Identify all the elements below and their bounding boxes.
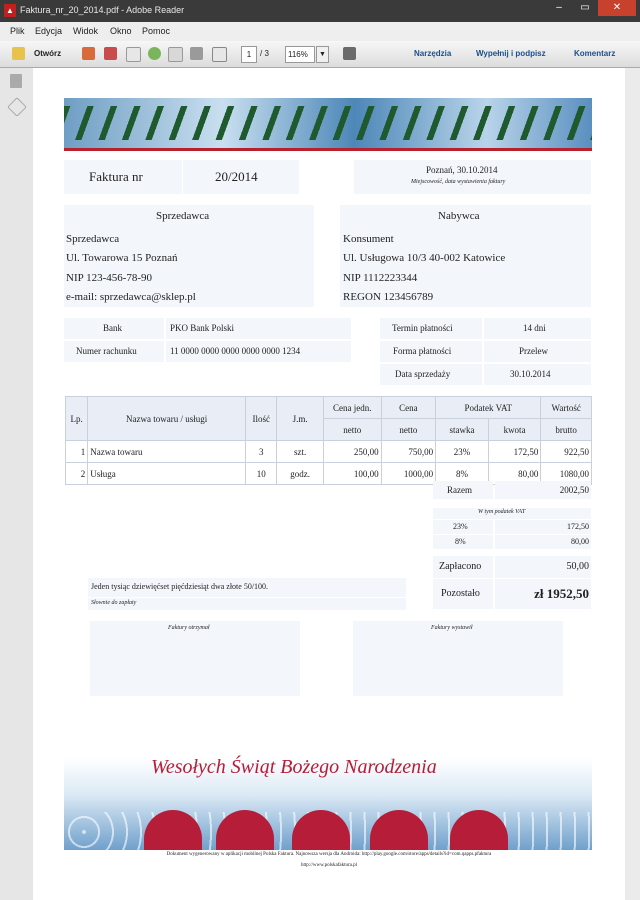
combine-icon[interactable] [104,47,117,60]
cell-rate: 23% [436,441,489,463]
vat-rate-23: 23% [453,522,468,531]
place-date-box [354,160,591,194]
pages-panel-icon[interactable] [10,74,22,88]
sale-value: 30.10.2014 [510,369,551,379]
vat-amount-23-box [495,520,591,534]
col-unit: J.m. [277,397,324,441]
col-gross-2: brutto [541,419,592,441]
footer-url: http://www.polskafaktura.pl [300,863,358,868]
issued-label-box [353,621,563,638]
remaining-value-box [495,579,591,609]
cell-name: Nazwa towaru [88,441,246,463]
cell-gross: 922,50 [541,441,592,463]
paid-value-box [495,556,591,578]
pine-banner-image [64,98,592,151]
col-qty: Ilość [246,397,277,441]
seller-nip: NIP 123-456-78-90 [66,272,153,284]
method-label: Forma płatności [393,346,452,356]
vat-rate-8-box [433,535,493,549]
menu-window[interactable]: Okno [110,26,132,36]
window-title-bar [0,0,640,22]
close-button[interactable]: ✕ [598,0,636,16]
col-price-2: netto [323,419,381,441]
col-name: Nazwa towaru / usługi [88,397,246,441]
cell-vat: 172,50 [488,441,541,463]
page-number-input[interactable]: 1 [241,46,257,63]
col-price-1: Cena jedn. [323,397,381,419]
edit-icon[interactable] [126,47,141,62]
menu-bar [0,22,640,41]
due-label-box [380,318,482,339]
due-value: 14 dni [523,323,546,333]
navigation-sidebar [0,68,34,900]
read-mode-icon[interactable] [343,47,356,60]
method-label-box [380,341,482,362]
vat-amount-8: 80,00 [571,537,589,546]
vat-rate-23-box [433,520,493,534]
buyer-address: Ul. Usługowa 10/3 40-002 Katowice [343,252,506,264]
bank-value: PKO Bank Polski [170,323,235,333]
remaining-value: zł 1952,50 [534,586,589,601]
buyer-nip: NIP 1112223344 [343,272,418,284]
due-label: Termin płatności [392,323,453,333]
col-net-2: netto [381,419,436,441]
issued-label: Faktury wystawił [431,625,473,631]
sale-label: Data sprzedaży [395,369,451,379]
col-gross-1: Wartość [541,397,592,419]
issued-signature-box [353,638,563,696]
menu-edit[interactable]: Edycja [35,26,63,36]
buyer-details [340,229,591,307]
invoice-number-label: Faktura nr [89,169,143,184]
remaining-label: Pozostało [441,588,480,599]
received-label-box [90,621,300,638]
menu-view[interactable]: Widok [73,26,99,36]
buyer-heading-box [340,205,591,229]
method-value: Przelew [519,346,548,356]
remaining-label-box [433,579,493,609]
cell-qty: 3 [246,441,277,463]
buyer-name: Konsument [343,233,394,245]
paid-value: 50,00 [566,561,589,572]
vat-rate-8: 8% [455,537,466,546]
paid-label: Zapłacono [439,561,482,572]
greeting-text: Wesołych Świąt Bożego Narodzenia [151,756,437,778]
vat-breakdown-heading-box [433,508,591,519]
account-label-box [64,341,164,362]
cell-gross: 1080,00 [541,463,592,485]
cell-net: 750,00 [381,441,436,463]
received-signature-box [90,638,300,696]
bank-value-box [166,318,351,339]
menu-help[interactable]: Pomoc [142,26,171,36]
cell-lp: 2 [66,463,88,485]
total-label-box [433,481,493,499]
sale-value-box [484,364,591,385]
cell-vat: 80,00 [488,463,541,485]
create-pdf-icon[interactable] [82,47,95,60]
place-date: Poznań, 30.10.2014 [426,165,498,175]
bank-label-box [64,318,164,339]
fill-sign-button[interactable]: Wypełnij i podpisz [476,49,546,58]
buyer-heading: Nabywca [438,210,480,222]
total-value: 2002,50 [559,485,589,495]
amount-words-caption-box [88,598,406,610]
folder-open-icon[interactable] [12,47,25,60]
cell-price: 100,00 [323,463,381,485]
cell-price: 250,00 [323,441,381,463]
seller-name: Sprzedawca [66,233,120,245]
minimize-button[interactable]: – [556,2,562,13]
received-label: Faktury otrzymał [168,625,210,631]
method-value-box [484,341,591,362]
cell-qty: 10 [246,463,277,485]
col-vat: Podatek VAT [436,397,541,419]
pdf-app-icon: ▲ [4,4,16,17]
total-value-box [495,481,591,499]
vat-amount-8-box [495,535,591,549]
seller-heading: Sprzedawca [156,210,210,222]
vertical-scrollbar[interactable] [625,68,640,900]
vat-amount-23: 172,50 [567,522,589,531]
cell-unit: szt. [277,441,324,463]
window-title: Faktura_nr_20_2014.pdf - Adobe Reader [20,5,185,15]
col-rate: stawka [436,419,489,441]
buyer-regon: REGON 123456789 [343,291,434,303]
toolbar [0,41,640,68]
comment-button[interactable]: Komentarz [574,49,616,58]
zoom-dropdown-icon[interactable]: ▼ [316,46,329,63]
tools-button[interactable]: Narzędzia [414,49,452,58]
amount-words-box [88,578,406,597]
amount-words-caption: Słownie do zapłaty [91,600,137,606]
zoom-select[interactable]: 116% [285,46,315,63]
col-lp: Lp. [66,397,88,441]
page-total: / 3 [260,49,269,58]
cell-net: 1000,00 [381,463,436,485]
cell-rate: 8% [436,463,489,485]
invoice-number: 20/2014 [215,169,258,184]
paid-label-box [433,556,493,578]
upload-icon[interactable] [148,47,161,60]
pdf-page [33,68,625,900]
maximize-button[interactable]: ▭ [580,2,590,13]
attachments-icon[interactable] [7,97,27,117]
col-net-1: Cena [381,397,436,419]
total-label: Razem [447,485,472,495]
invoice-number-label-box [64,160,182,194]
seller-details [64,229,314,307]
menu-file[interactable]: Plik [10,26,25,36]
table-row [66,441,592,463]
col-amount: kwota [488,419,541,441]
footer-note: Dokument wygenerowany w aplikacji mobilnej Polska Faktura. Najnowsza wersja dla Androida: http://play.google.com/store/apps/details?id=com.qapps.pfaktura [166,852,492,857]
seller-heading-box [64,205,314,229]
cell-name: Usługa [88,463,246,485]
bank-label: Bank [103,323,122,333]
seller-address: Ul. Towarowa 15 Poznań [66,252,178,264]
seller-email: e-mail: sprzedawca@sklep.pl [66,291,196,303]
place-date-caption: Miejscowość, data wystawienia faktury [411,179,506,185]
open-button[interactable]: Otwórz [34,49,62,58]
items-table [65,396,592,485]
account-value: 11 0000 0000 0000 0000 0000 1234 [170,346,301,356]
email-icon[interactable] [212,47,227,62]
invoice-number-box [183,160,299,194]
save-icon[interactable] [168,47,183,62]
print-icon[interactable] [190,47,203,60]
vat-breakdown-heading: W tym podatek VAT [478,509,526,515]
sale-label-box [380,364,482,385]
account-value-box [166,341,351,362]
amount-words: Jeden tysiąc dziewięćset pięćdziesiąt dwa złote 50/100. [91,582,269,591]
account-label: Numer rachunku [76,346,137,356]
cell-lp: 1 [66,441,88,463]
cell-unit: godz. [277,463,324,485]
due-value-box [484,318,591,339]
